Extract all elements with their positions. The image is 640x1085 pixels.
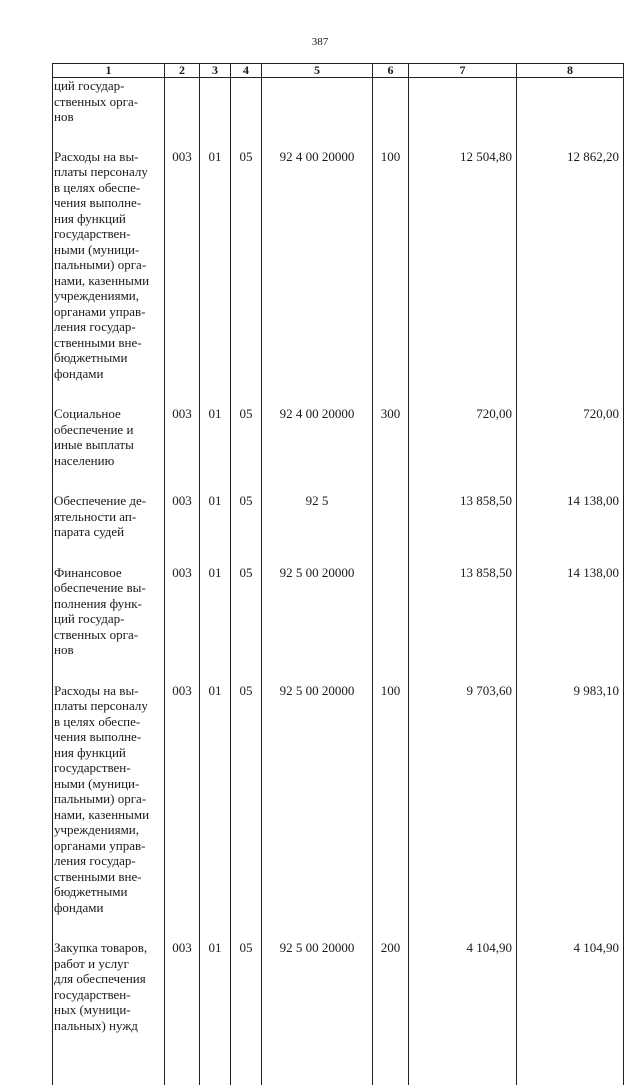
- ministry-code: 003: [165, 683, 200, 941]
- table-row: [53, 940, 624, 1085]
- subsection-code: 05: [231, 565, 262, 683]
- expense-name: Расходы на вы- платы персоналу в целях обеспе- чения выполне- ния функций государствен- ными (муници- пальными) орга- нами, казенными учреждениями, органами управ- ления государ- ственными вне- бюджетными фондами: [53, 149, 165, 407]
- amount-year-1: 13 858,50: [409, 493, 517, 565]
- subsection-code: 05: [231, 683, 262, 941]
- ministry-code: 003: [165, 940, 200, 1085]
- ministry-code: 003: [165, 565, 200, 683]
- expense-type-code: [373, 493, 409, 565]
- budget-table: [52, 63, 624, 1085]
- table-row: [53, 493, 624, 565]
- target-article-code: [262, 78, 373, 149]
- subsection-code: 05: [231, 406, 262, 493]
- subsection-code: 05: [231, 149, 262, 407]
- section-code: [200, 78, 231, 149]
- ministry-code: 003: [165, 406, 200, 493]
- table-row: [53, 78, 624, 149]
- amount-year-2: 14 138,00: [517, 493, 624, 565]
- target-article-code: 92 4 00 20000: [262, 406, 373, 493]
- expense-name: ций государ- ственных орга- нов: [53, 78, 165, 149]
- ministry-code: [165, 78, 200, 149]
- header-col-4: 4: [231, 64, 262, 78]
- section-code: 01: [200, 683, 231, 941]
- expense-name: Социальное обеспечение и иные выплаты населению: [53, 406, 165, 493]
- target-article-code: 92 4 00 20000: [262, 149, 373, 407]
- amount-year-1: [409, 78, 517, 149]
- target-article-code: 92 5 00 20000: [262, 683, 373, 941]
- subsection-code: 05: [231, 493, 262, 565]
- amount-year-1: 13 858,50: [409, 565, 517, 683]
- target-article-code: 92 5 00 20000: [262, 565, 373, 683]
- header-col-6: 6: [373, 64, 409, 78]
- expense-name: Расходы на вы- платы персоналу в целях обеспе- чения выполне- ния функций государствен- ными (муници- пальными) орга- нами, казенными учреждениями, органами управ- ления государ- ственными вне- бюджетными фондами: [53, 683, 165, 941]
- amount-year-1: 4 104,90: [409, 940, 517, 1085]
- section-code: 01: [200, 493, 231, 565]
- expense-name: Закупка товаров, работ и услуг для обеспечения государствен- ных (муници- пальных) нужд: [53, 940, 165, 1085]
- amount-year-2: 14 138,00: [517, 565, 624, 683]
- subsection-code: 05: [231, 940, 262, 1085]
- expense-name: Обеспечение де- ятельности ап- парата судей: [53, 493, 165, 565]
- section-code: 01: [200, 940, 231, 1085]
- expense-type-code: 200: [373, 940, 409, 1085]
- amount-year-2: 9 983,10: [517, 683, 624, 941]
- header-col-8: 8: [517, 64, 624, 78]
- header-row: [53, 64, 624, 78]
- expense-type-code: 100: [373, 149, 409, 407]
- amount-year-1: 720,00: [409, 406, 517, 493]
- target-article-code: 92 5 00 20000: [262, 940, 373, 1085]
- amount-year-1: 12 504,80: [409, 149, 517, 407]
- amount-year-2: 4 104,90: [517, 940, 624, 1085]
- expense-type-code: 300: [373, 406, 409, 493]
- table-row: [53, 406, 624, 493]
- expense-type-code: [373, 78, 409, 149]
- header-col-1: 1: [53, 64, 165, 78]
- page-number: 387: [0, 36, 640, 48]
- section-code: 01: [200, 149, 231, 407]
- target-article-code: 92 5: [262, 493, 373, 565]
- amount-year-1: 9 703,60: [409, 683, 517, 941]
- header-col-7: 7: [409, 64, 517, 78]
- expense-name: Финансовое обеспечение вы- полнения функ- ций государ- ственных орга- нов: [53, 565, 165, 683]
- expense-type-code: [373, 565, 409, 683]
- section-code: 01: [200, 565, 231, 683]
- header-col-2: 2: [165, 64, 200, 78]
- ministry-code: 003: [165, 149, 200, 407]
- amount-year-2: [517, 78, 624, 149]
- subsection-code: [231, 78, 262, 149]
- header-col-3: 3: [200, 64, 231, 78]
- amount-year-2: 12 862,20: [517, 149, 624, 407]
- table-row: [53, 149, 624, 407]
- expense-type-code: 100: [373, 683, 409, 941]
- section-code: 01: [200, 406, 231, 493]
- ministry-code: 003: [165, 493, 200, 565]
- amount-year-2: 720,00: [517, 406, 624, 493]
- table-body: [53, 78, 624, 1085]
- header-col-5: 5: [262, 64, 373, 78]
- table-row: [53, 683, 624, 941]
- table-row: [53, 565, 624, 683]
